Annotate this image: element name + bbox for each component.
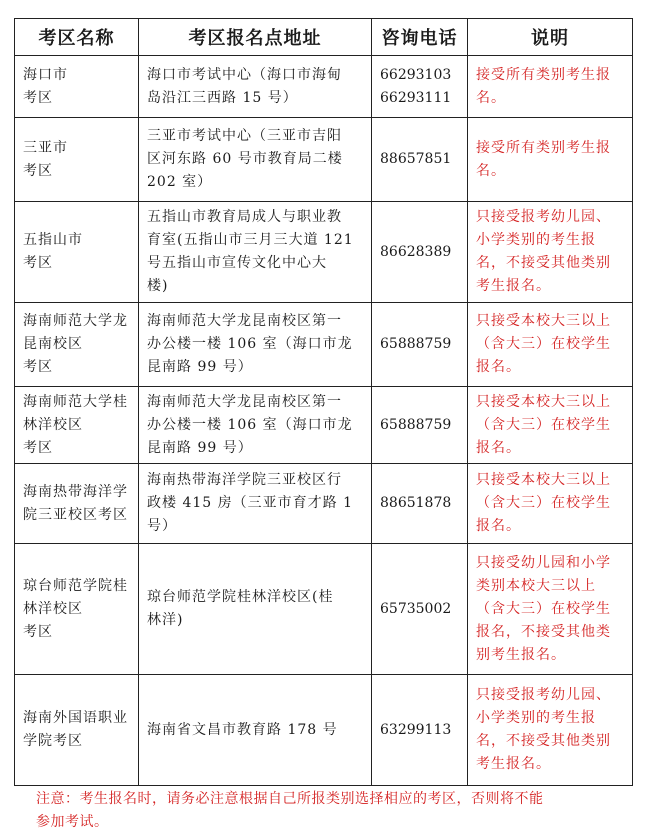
region-name-cell-line: 林洋校区 [23,416,83,433]
note-cell-line: 接受所有类别考生报 [476,66,611,83]
footer-notice-line: 注意：考生报名时，请务必注意根据自己所报类别选择相应的考区，否则将不能 [36,791,544,807]
table-header-row [15,19,633,56]
region-name-cell-line: 海南师范大学桂 [23,393,128,410]
address-cell-line: 海南省文昌市教育路 178 号 [147,721,338,738]
phone-cell [372,303,468,387]
note-cell-line: 接受所有类别考生报 [476,139,611,156]
note-cell-line: 小学类别的考生报 [476,710,596,726]
note-cell-line: 只接受本校大三以上 [476,472,611,488]
header-region-name: 考区名称 [15,19,139,56]
address-cell [139,118,372,202]
phone-cell [372,675,468,786]
address-cell [139,303,372,387]
phone-cell-line: 66293103 [380,66,452,83]
header-consult-phone: 咨询电话 [372,19,468,56]
region-name-cell [15,202,139,303]
address-cell-line: 岛沿江三西路 15 号） [147,89,298,106]
address-cell [139,464,372,544]
phone-cell [372,56,468,118]
note-cell-line: 小学类别的考生报 [476,232,596,248]
note-cell [468,303,633,387]
region-name-cell-line: 考区 [23,439,53,456]
region-name-cell-line: 海南热带海洋学 [23,483,128,500]
note-cell-line: 报名。 [476,439,521,456]
footer-notice [36,788,616,834]
region-name-cell [15,675,139,786]
note-cell-line: （含大三）在校学生 [476,495,611,511]
phone-cell [372,118,468,202]
note-cell-line: 报名。 [476,518,521,534]
region-name-cell-line: 院三亚校区考区 [23,506,128,523]
address-cell-line: 昆南路 99 号） [147,439,253,456]
address-cell-line: 海南热带海洋学院三亚校区行 [147,472,342,488]
region-name-cell-line: 考区 [23,89,53,106]
region-name-cell [15,464,139,544]
address-cell-line: 琼台师范学院桂林洋校区(桂 [147,589,334,605]
address-cell [139,544,372,675]
address-cell-line: 楼) [147,278,169,294]
note-cell-line: 类别本校大三以上 [476,577,596,594]
note-cell-line: 名，不接受其他类别 [476,733,611,749]
header-note: 说明 [468,19,633,56]
phone-cell [372,387,468,464]
note-cell-line: 报名。 [476,359,521,375]
note-cell-line: 别考生报名。 [476,646,566,663]
address-cell-line: 政楼 415 房（三亚市育才路 1 [147,495,353,511]
address-cell-line: 号） [147,518,177,534]
address-cell-line: 育室(五指山市三月三大道 121 [147,232,354,248]
table-row [15,544,633,675]
phone-cell-line: 88651878 [380,495,452,511]
address-cell-line: 202 室） [147,174,213,190]
note-cell-line: 只接受本校大三以上 [476,313,611,329]
note-cell-line: 只接受本校大三以上 [476,393,611,410]
footer-notice-line: 参加考试。 [36,814,109,830]
address-cell-line: 号五指山市宣传文化中心大 [147,255,327,271]
note-cell-line: 考生报名。 [476,278,551,294]
table-row [15,202,633,303]
phone-cell [372,202,468,303]
region-name-cell-line: 海南外国语职业 [23,710,128,726]
note-cell-line: 只接受报考幼儿园、 [476,209,611,225]
note-cell-line: 名。 [476,89,506,106]
table-row [15,675,633,786]
phone-cell-line: 86628389 [380,243,452,260]
address-cell-line: 办公楼一楼 106 室（海口市龙 [147,416,353,433]
region-name-cell-line: 三亚市 [23,139,68,156]
phone-cell-line: 65735002 [380,600,452,617]
region-name-cell-line: 五指山市 [23,232,83,248]
address-cell-line: 海口市考试中心（海口市海甸 [147,66,342,83]
address-cell-line: 海南师范大学龙昆南校区第一 [147,393,342,410]
phone-cell [372,544,468,675]
note-cell [468,56,633,118]
table-row [15,56,633,118]
note-cell-line: （含大三）在校学生 [476,600,611,617]
region-name-cell-line: 海南师范大学龙 [23,313,128,329]
region-name-cell-line: 昆南校区 [23,336,83,352]
note-cell-line: 名。 [476,162,506,179]
note-cell-line: （含大三）在校学生 [476,336,611,352]
region-name-cell-line: 琼台师范学院桂 [23,577,128,594]
note-cell-line: 名，不接受其他类别 [476,255,611,271]
region-name-cell [15,56,139,118]
address-cell-line: 昆南路 99 号） [147,359,253,375]
address-cell-line: 办公楼一楼 106 室（海口市龙 [147,336,353,352]
table-row [15,464,633,544]
region-name-cell-line: 考区 [23,255,53,271]
region-name-cell-line: 考区 [23,162,53,179]
note-cell [468,387,633,464]
exam-region-table [14,18,633,786]
address-cell-line: 五指山市教育局成人与职业教 [147,209,342,225]
note-cell [468,544,633,675]
address-cell-line: 海南师范大学龙昆南校区第一 [147,313,342,329]
region-name-cell [15,387,139,464]
note-cell-line: 只接受报考幼儿园、 [476,687,611,703]
address-cell-line: 三亚市考试中心（三亚市吉阳 [147,128,342,144]
address-cell [139,56,372,118]
phone-cell-line: 88657851 [380,151,452,167]
region-name-cell-line: 学院考区 [23,733,83,749]
phone-cell-line: 63299113 [380,721,452,738]
note-cell [468,464,633,544]
note-cell-line: 报名，不接受其他类 [476,623,611,640]
table-row [15,118,633,202]
region-name-cell-line: 考区 [23,623,53,640]
address-cell-line: 林洋) [147,612,184,628]
address-cell-line: 区河东路 60 号市教育局二楼 [147,151,343,167]
note-cell-line: 考生报名。 [476,756,551,772]
table-row [15,387,633,464]
table-row [15,303,633,387]
phone-cell-line: 65888759 [380,416,452,433]
region-name-cell [15,118,139,202]
note-cell-line: 只接受幼儿园和小学 [476,554,611,571]
note-cell [468,118,633,202]
phone-cell-line: 65888759 [380,336,452,352]
note-cell-line: （含大三）在校学生 [476,416,611,433]
note-cell [468,675,633,786]
region-name-cell [15,544,139,675]
region-name-cell-line: 海口市 [23,66,68,83]
header-registration-address: 考区报名点地址 [139,19,372,56]
note-cell [468,202,633,303]
region-name-cell-line: 考区 [23,359,53,375]
address-cell [139,202,372,303]
address-cell [139,675,372,786]
address-cell [139,387,372,464]
region-name-cell [15,303,139,387]
region-name-cell-line: 林洋校区 [23,600,83,617]
phone-cell-line: 66293111 [380,89,452,106]
phone-cell [372,464,468,544]
